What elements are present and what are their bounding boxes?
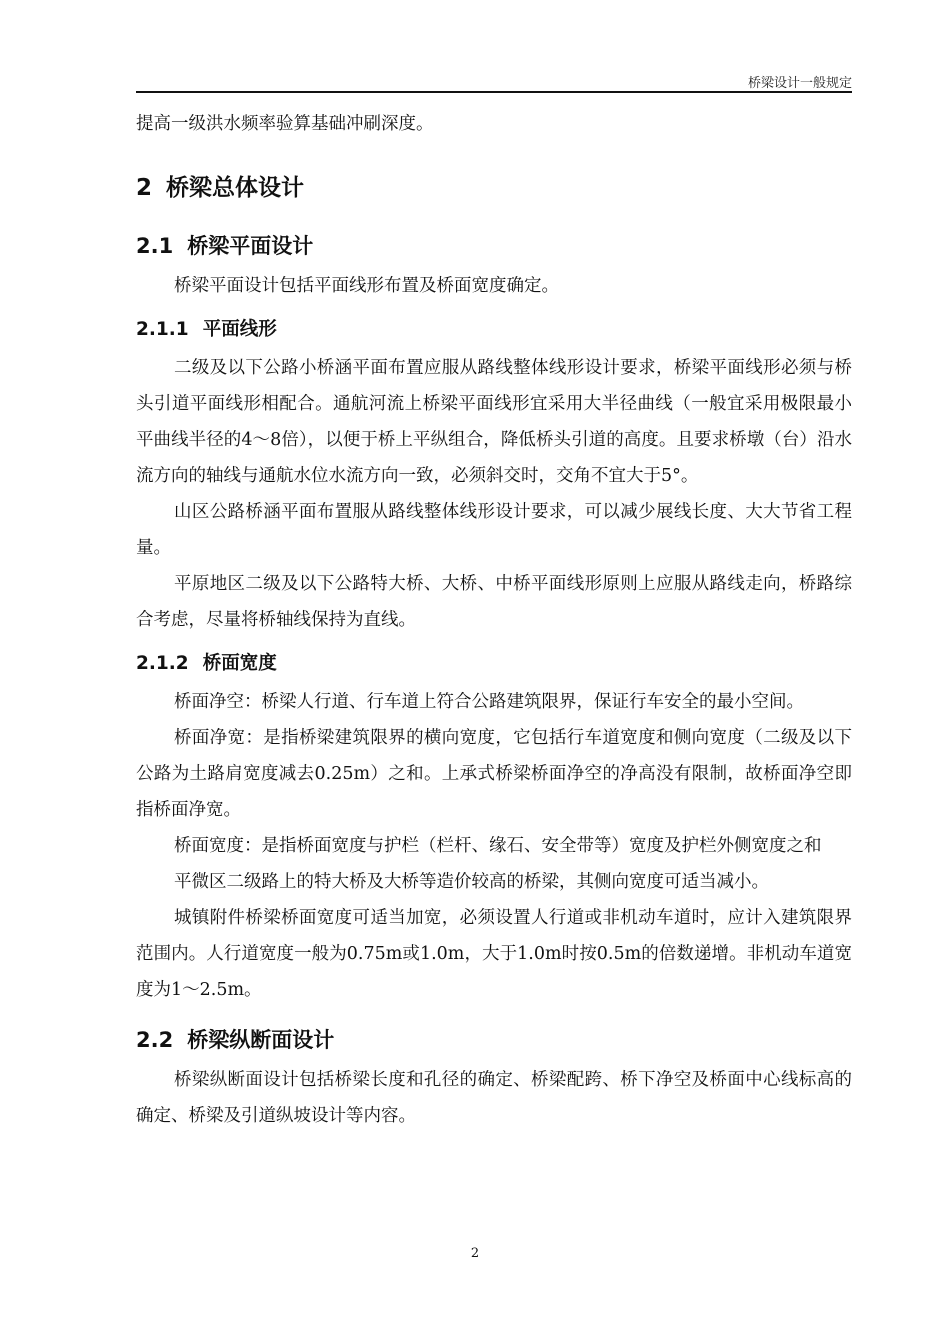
section-title: 桥梁纵断面设计 bbox=[187, 1028, 335, 1052]
header-rule bbox=[136, 91, 852, 93]
paragraph: 桥梁平面设计包括平面线形布置及桥面宽度确定。 bbox=[174, 276, 559, 296]
paragraph: 桥面净宽：是指桥梁建筑限界的横向宽度，它包括行车道宽度和侧向宽度（二级及以下公路为土路肩宽度减去0.25m）之和。上承式桥梁桥面净空的净高没有限制，故桥面净空即指桥面净宽。 bbox=[136, 728, 852, 820]
running-header: 桥梁设计一般规定 bbox=[747, 76, 852, 91]
section-number: 2.1.1 bbox=[136, 319, 189, 340]
section-title: 桥梁总体设计 bbox=[166, 175, 305, 201]
page-body bbox=[136, 106, 852, 1134]
section-title: 平面线形 bbox=[202, 319, 277, 340]
section-number: 2 bbox=[136, 175, 153, 201]
section-heading-2-1-2 bbox=[136, 644, 852, 684]
paragraph: 山区公路桥涵平面布置服从路线整体线形设计要求，可以减少展线长度、大大节省工程量。 bbox=[136, 502, 852, 558]
section-heading-2-1 bbox=[136, 224, 852, 268]
section-heading-2-1-1 bbox=[136, 310, 852, 350]
page-number: 2 bbox=[470, 1246, 480, 1261]
paragraph: 桥面净空：桥梁人行道、行车道上符合公路建筑限界，保证行车安全的最小空间。 bbox=[174, 692, 804, 712]
paragraph: 城镇附件桥梁桥面宽度可适当加宽，必须设置人行道或非机动车道时，应计入建筑限界范围内。人行道宽度一般为0.75m或1.0m，大于1.0m时按0.5m的倍数递增。非机动车道宽度为1～2.5m。 bbox=[136, 908, 852, 1000]
section-title: 桥梁平面设计 bbox=[187, 234, 314, 258]
paragraph: 二级及以下公路小桥涵平面布置应服从路线整体线形设计要求，桥梁平面线形必须与桥头引道平面线形相配合。通航河流上桥梁平面线形宜采用大半径曲线（一般宜采用极限最小平曲线半径的4～8倍），以便于桥上平纵组合，降低桥头引道的高度。且要求桥墩（台）沿水流方向的轴线与通航水位水流方向一致，必须斜交时，交角不宜大于5°。 bbox=[136, 358, 852, 486]
section-title: 桥面宽度 bbox=[202, 653, 277, 674]
paragraph: 桥梁纵断面设计包括桥梁长度和孔径的确定、桥梁配跨、桥下净空及桥面中心线标高的确定、桥梁及引道纵坡设计等内容。 bbox=[136, 1070, 852, 1126]
section-number: 2.1 bbox=[136, 234, 174, 258]
paragraph: 桥面宽度：是指桥面宽度与护栏（栏杆、缘石、安全带等）宽度及护栏外侧宽度之和 bbox=[174, 836, 822, 856]
paragraph: 平微区二级路上的特大桥及大桥等造价较高的桥梁，其侧向宽度可适当减小。 bbox=[174, 872, 769, 892]
section-number: 2.1.2 bbox=[136, 653, 189, 674]
section-heading-2 bbox=[136, 162, 852, 214]
section-number: 2.2 bbox=[136, 1028, 174, 1052]
paragraph: 平原地区二级及以下公路特大桥、大桥、中桥平面线形原则上应服从路线走向，桥路综合考虑，尽量将桥轴线保持为直线。 bbox=[136, 574, 852, 630]
paragraph: 提高一级洪水频率验算基础冲刷深度。 bbox=[136, 114, 434, 134]
section-heading-2-2 bbox=[136, 1018, 852, 1062]
